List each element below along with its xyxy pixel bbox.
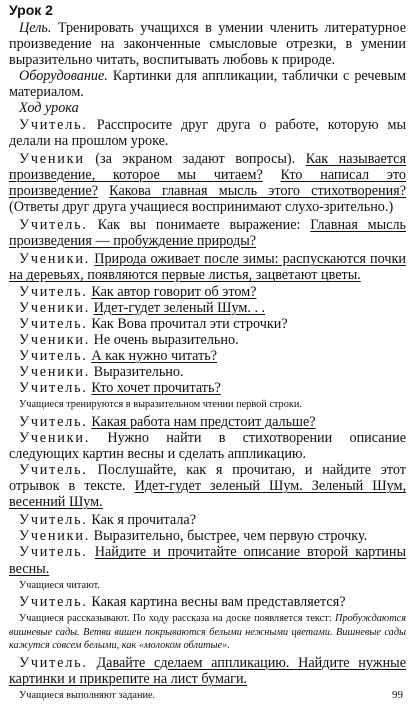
line-underlined: Главная мысль произведения — пробуждение природы? <box>9 217 407 250</box>
speaker-teacher: Учитель. <box>19 347 88 364</box>
board-text: Пробуждаются вишневые сады. Ветви вишен покрываются белыми нежными цветами. Вишневые сады кажутся совсем белыми, как «молоком облитые». <box>9 613 406 652</box>
dialogue-line <box>9 300 406 316</box>
goal-text: Тренировать учащихся в умении членить литературное произведение на законченные смысловые отрезки, в умении выразительно читать, воспитывать любовь к природе. <box>9 20 406 69</box>
speaker-teacher: Учитель. <box>19 116 88 133</box>
speaker-teacher: Учитель. <box>19 594 88 611</box>
dialogue-line <box>9 544 406 576</box>
speaker-students: Ученики. <box>19 299 91 316</box>
line-text: Не очень выразительно. <box>93 331 239 348</box>
question-3: Какова главная мысль этого стихотворения? <box>109 182 407 199</box>
dialogue-line <box>9 655 406 687</box>
line-text: Какая картина весны вам представляется? <box>91 594 346 611</box>
lesson-title: Урок 2 <box>9 2 53 18</box>
speaker-teacher: Учитель. <box>19 217 88 234</box>
speaker-teacher: Учитель. <box>19 461 88 478</box>
line-underlined: Кто хочет прочитать? <box>91 380 221 397</box>
question-2: Кто написал это произведение? <box>9 166 407 199</box>
dialogue-line <box>9 512 406 528</box>
stage-note: Учащиеся выполняют задание. <box>19 689 156 701</box>
speaker-teacher: Учитель. <box>19 380 88 397</box>
speaker-students: Ученики <box>19 150 85 167</box>
line-text: Как я прочитала? <box>91 512 197 529</box>
speaker-teacher: Учитель. <box>19 654 88 671</box>
goal-label: Цель. <box>19 20 52 36</box>
note-text: Учащиеся рассказывают. По ходу рассказа на доске появляется текст: <box>19 613 332 625</box>
line-underlined: Какая работа нам предстоит дальше? <box>91 413 316 430</box>
line-text: (за экраном задают вопросы). <box>95 150 296 167</box>
dialogue-line <box>9 462 406 510</box>
dialogue-line <box>9 528 406 544</box>
line-underlined: А как нужно читать? <box>91 347 218 364</box>
line-text: Расспросите друг друга о работе, которую мы делали на прошлом уроке. <box>9 116 407 149</box>
line-text: Как вы понимаете выражение: <box>97 217 301 234</box>
line-text: Выразительно, быстрее, чем первую строчку. <box>93 528 368 545</box>
speaker-students: Ученики. <box>19 363 91 380</box>
line-text: Как Вова прочитал эти строчки? <box>91 315 288 332</box>
stage-note: Учащиеся тренируются в выразительном чтении первой строки. <box>19 399 302 411</box>
dialogue-line <box>9 284 406 300</box>
dialogue-line <box>9 251 406 283</box>
equipment-text: Картинки для аппликации, таблички с речевым материалом. <box>9 68 406 101</box>
dialogue-line <box>9 594 406 610</box>
goal-paragraph <box>9 20 406 68</box>
dialogue-line <box>9 332 406 348</box>
dialogue-line <box>9 316 406 332</box>
line-underlined: Найдите и прочитайте описание второй картины весны. <box>9 544 406 577</box>
speaker-teacher: Учитель. <box>19 315 88 332</box>
speaker-teacher: Учитель. <box>19 544 88 561</box>
dialogue-line <box>9 151 406 215</box>
dialogue-line <box>9 117 406 149</box>
equipment-label: Оборудование. <box>19 68 108 85</box>
page-number: 99 <box>392 689 403 701</box>
line-underlined: Давайте сделаем аппликацию. Найдите нужные картинки и прикрепите на лист бумаги. <box>9 654 406 687</box>
line-note: (Ответы друг друга учащиеся воспринимают слухо-зрительно.) <box>9 199 394 216</box>
speaker-teacher: Учитель. <box>19 512 88 529</box>
speaker-students: Ученики. <box>19 429 91 446</box>
line-underlined: Идет-гудет зеленый Шум. Зеленый Шум, весенний Шум. <box>9 478 407 511</box>
speaker-students: Ученики. <box>19 528 91 545</box>
stage-note <box>9 612 406 653</box>
speaker-teacher: Учитель. <box>19 413 88 430</box>
line-text: Выразительно. <box>93 363 184 380</box>
dialogue-line <box>9 380 406 396</box>
line-text: Нужно найти в стихотворении описание следующих картин весны и сделать аппликацию. <box>9 429 407 462</box>
dialogue-line <box>9 414 406 430</box>
speaker-teacher: Учитель. <box>19 283 88 300</box>
dialogue-line <box>9 217 406 249</box>
speaker-students: Ученики. <box>19 251 91 268</box>
line-underlined: Как автор говорит об этом? <box>91 283 257 300</box>
dialogue-line <box>9 430 406 462</box>
stage-note: Учащиеся читают. <box>19 579 100 591</box>
line-text: Послушайте, как я прочитаю, и найдите этот отрывок в тексте. <box>9 461 406 495</box>
dialogue-line <box>9 348 406 364</box>
dialogue-line <box>9 364 406 380</box>
line-underlined: Природа оживает после зимы: распускаются почки на деревьях, появляются первые листья, зацветают цветы. <box>9 251 406 284</box>
equipment-paragraph <box>9 68 406 100</box>
speaker-students: Ученики. <box>19 331 91 348</box>
line-underlined: Идет-гудет зеленый Шум. . . <box>93 299 266 316</box>
question-1: Как называется произведение, которое мы читаем? <box>9 150 406 183</box>
course-heading: Ход урока <box>19 100 79 117</box>
